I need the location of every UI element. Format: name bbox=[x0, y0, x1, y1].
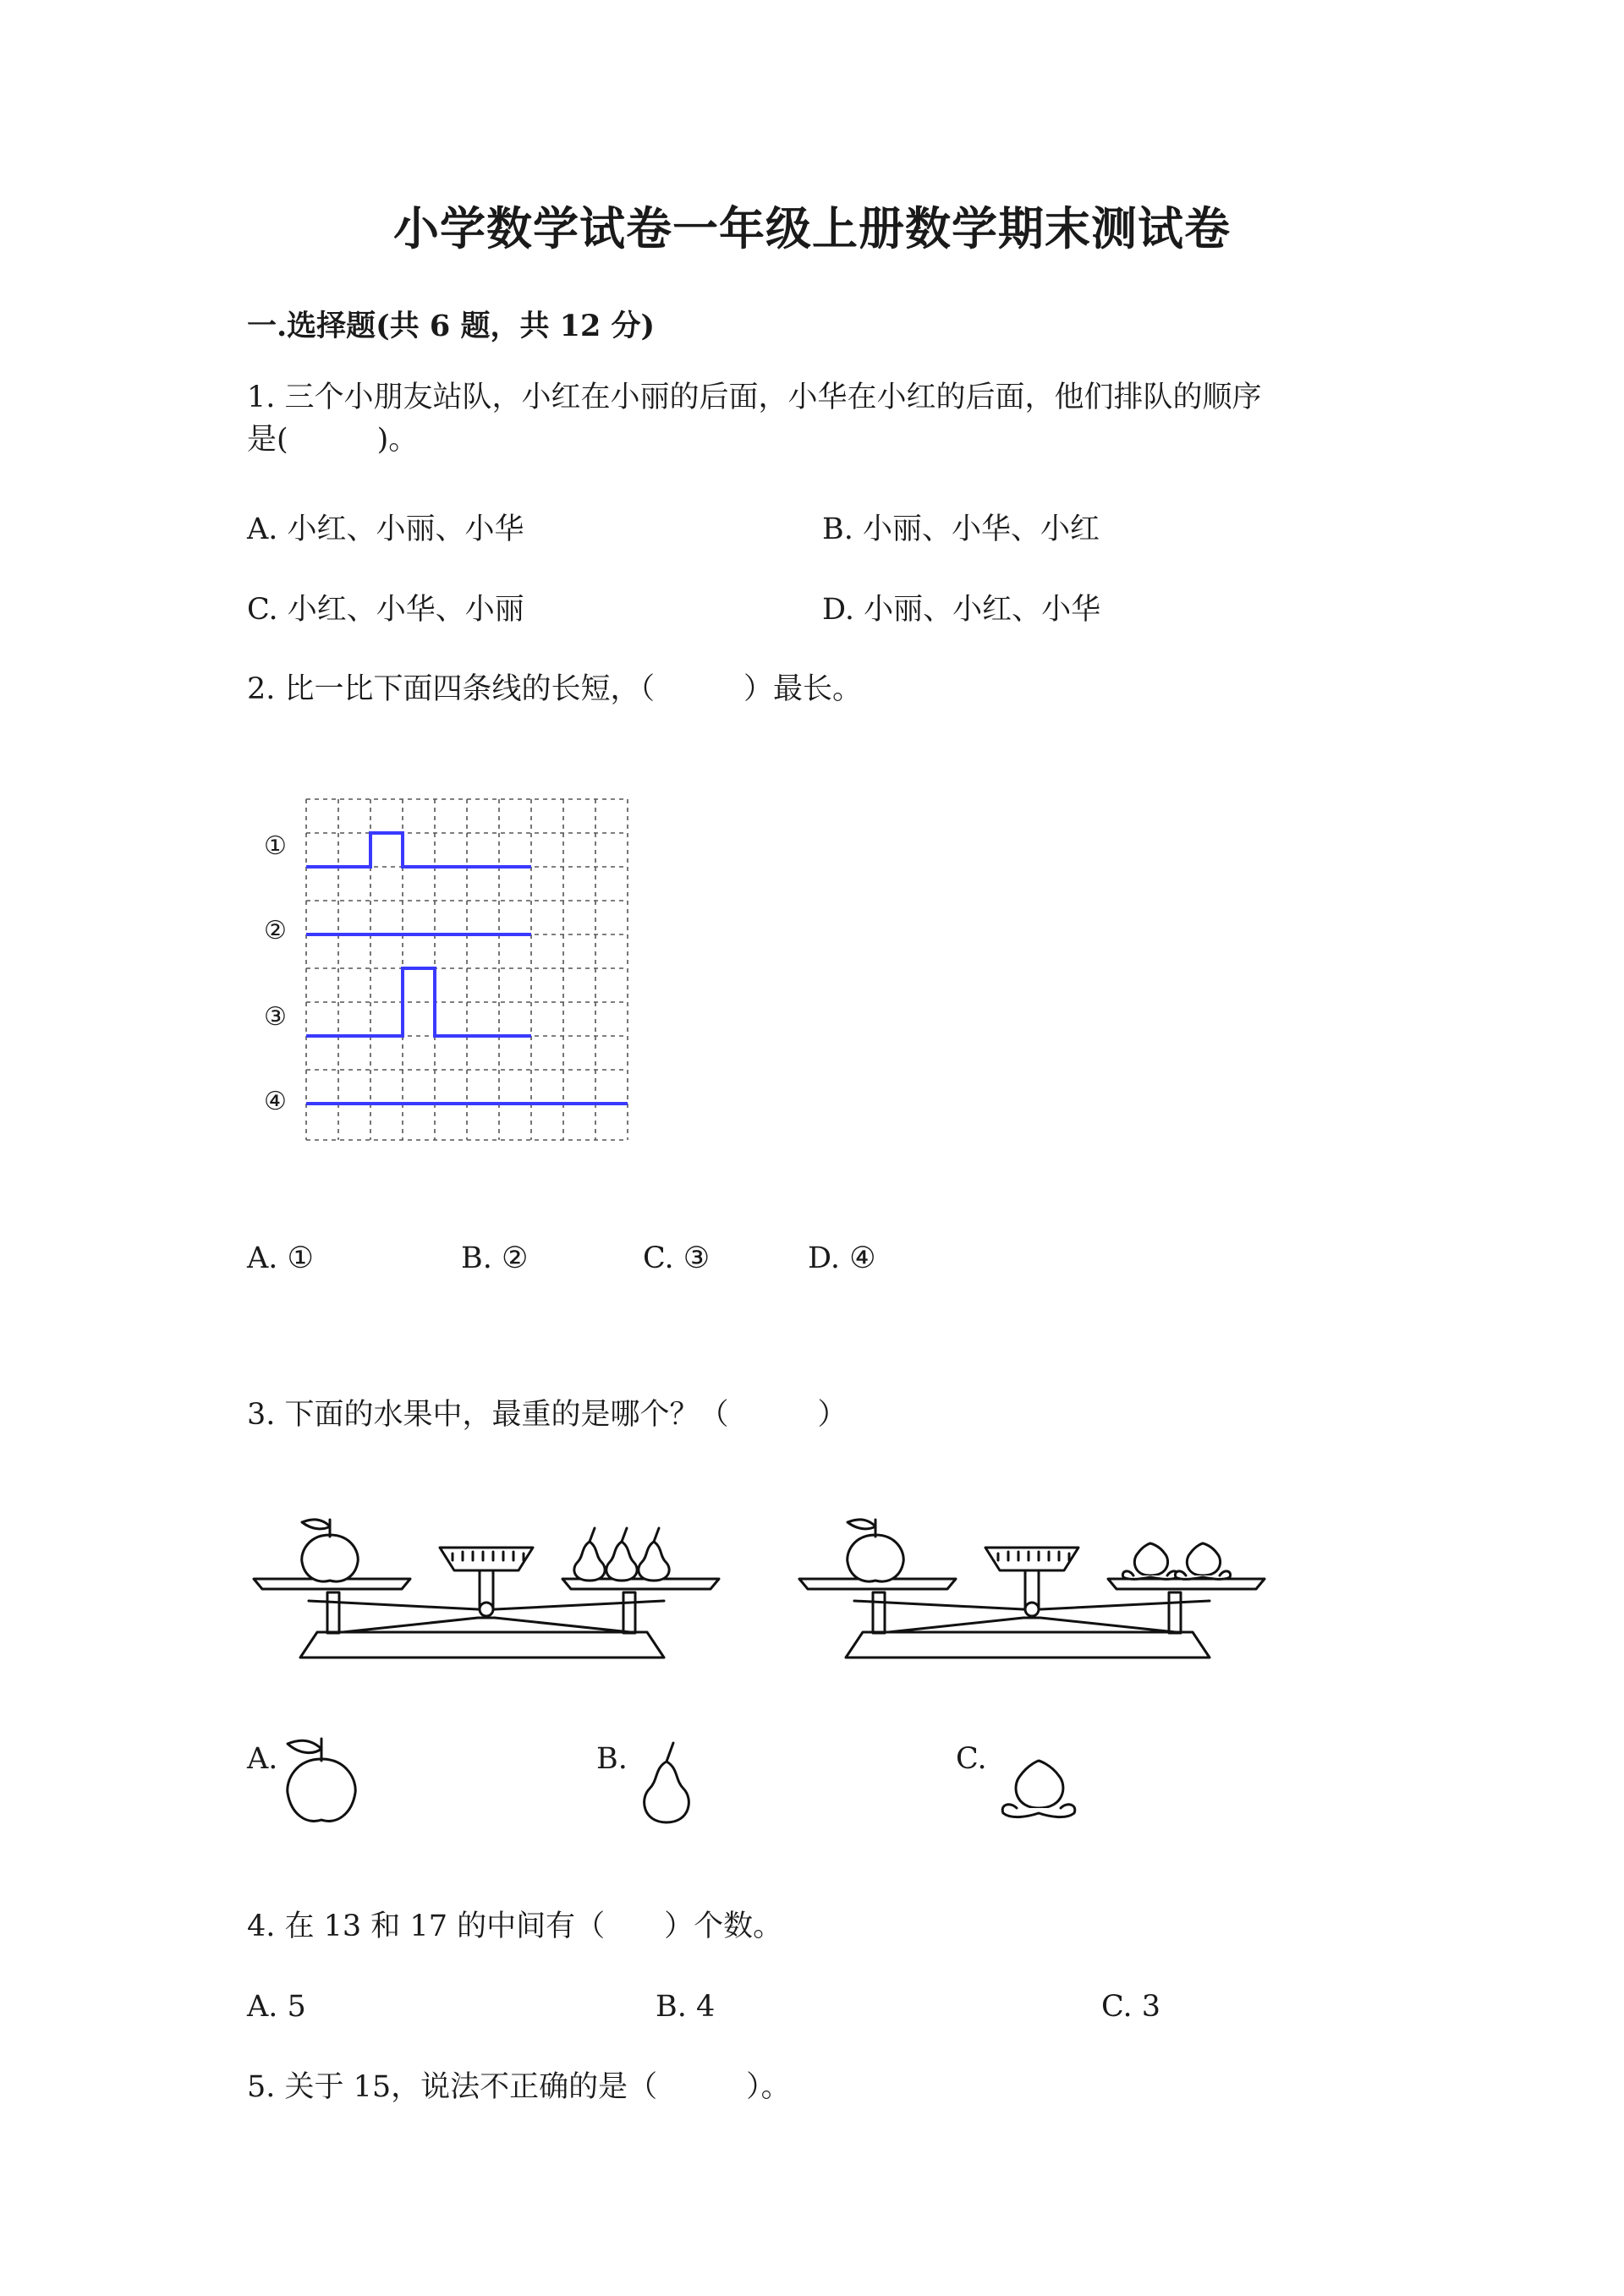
question-1-option-c[interactable]: C. 小红、小华、小丽 bbox=[247, 593, 524, 627]
figure-label-4: ④ bbox=[264, 1087, 287, 1116]
question-3-option-a[interactable]: A. bbox=[247, 1742, 278, 1776]
scale-post-left bbox=[873, 1592, 885, 1633]
question-2-option-c[interactable]: C. ③ bbox=[643, 1241, 710, 1275]
scale-pivot bbox=[480, 1603, 493, 1616]
line-comparison-figure bbox=[254, 786, 643, 1150]
figure-label-1: ① bbox=[264, 831, 287, 861]
section-heading: 一.选择题(共 6 题，共 12 分) bbox=[247, 309, 656, 343]
scale-base bbox=[300, 1618, 664, 1658]
figure-label-3: ③ bbox=[264, 1002, 287, 1032]
page-title: 小学数学试卷一年级上册数学期末测试卷 bbox=[393, 201, 1231, 255]
question-3-option-c[interactable]: C. bbox=[956, 1742, 987, 1776]
question-1-text-line2: 是( )。 bbox=[247, 423, 419, 457]
pear-icon bbox=[639, 1528, 669, 1581]
question-2-text: 2. 比一比下面四条线的长短，（ ）最长。 bbox=[247, 672, 863, 706]
pear-icon bbox=[606, 1528, 637, 1581]
pear-icon[interactable] bbox=[633, 1738, 700, 1827]
apple-icon[interactable] bbox=[279, 1734, 364, 1827]
scale-pivot bbox=[1025, 1603, 1039, 1616]
apple-icon bbox=[848, 1520, 903, 1581]
scale-post-right bbox=[623, 1592, 635, 1633]
question-2-option-a[interactable]: A. ① bbox=[247, 1241, 314, 1275]
question-3-text: 3. 下面的水果中，最重的是哪个？（ ） bbox=[247, 1398, 848, 1432]
scale-base bbox=[846, 1618, 1210, 1658]
question-2-option-b[interactable]: B. ② bbox=[461, 1241, 529, 1275]
question-1-option-b[interactable]: B. 小丽、小华、小红 bbox=[822, 512, 1100, 546]
balance-scale-2 bbox=[795, 1501, 1269, 1662]
question-5-text: 5. 关于 15，说法不正确的是（ ）。 bbox=[247, 2070, 791, 2104]
dotted-grid bbox=[306, 799, 628, 1140]
question-1-text-line1: 1. 三个小朋友站队，小红在小丽的后面，小华在小红的后面，他们排队的顺序 bbox=[247, 381, 1262, 414]
apple-icon bbox=[302, 1520, 358, 1581]
line-1 bbox=[306, 833, 531, 867]
question-4-option-a[interactable]: A. 5 bbox=[247, 1990, 306, 2024]
figure-label-2: ② bbox=[264, 916, 287, 945]
scale-post-right bbox=[1169, 1592, 1181, 1633]
pear-icon bbox=[574, 1528, 605, 1581]
question-1-option-a[interactable]: A. 小红、小丽、小华 bbox=[247, 512, 524, 546]
question-4-option-b[interactable]: B. 4 bbox=[656, 1990, 716, 2024]
question-2-option-d[interactable]: D. ④ bbox=[808, 1241, 876, 1275]
question-4-option-c[interactable]: C. 3 bbox=[1101, 1990, 1161, 2024]
question-3-option-b[interactable]: B. bbox=[596, 1742, 628, 1776]
question-4-text: 4. 在 13 和 17 的中间有（ ）个数。 bbox=[247, 1910, 783, 1943]
question-1-option-d[interactable]: D. 小丽、小红、小华 bbox=[822, 593, 1101, 627]
balance-scale-1 bbox=[250, 1501, 723, 1662]
scale-post-left bbox=[327, 1592, 339, 1633]
peach-icon bbox=[1175, 1543, 1230, 1579]
peach-icon bbox=[1122, 1543, 1177, 1579]
peach-icon[interactable] bbox=[996, 1751, 1081, 1827]
